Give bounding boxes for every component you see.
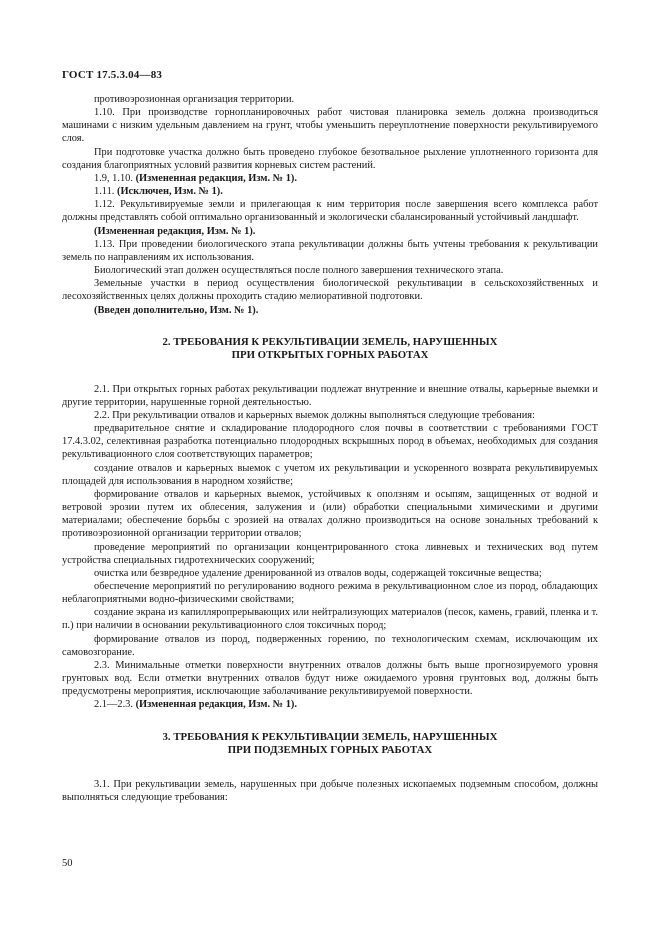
- amendment-note: (Измененная редакция, Изм. № 1).: [94, 225, 256, 237]
- section-title-line: 3. ТРЕБОВАНИЯ К РЕКУЛЬТИВАЦИИ ЗЕМЕЛЬ, НАРУШЕННЫХ: [162, 730, 498, 743]
- note-bold: (Измененная редакция, Изм. № 1).: [135, 699, 297, 711]
- page-number: 50: [62, 858, 73, 869]
- section-title-line: ПРИ ОТКРЫТЫХ ГОРНЫХ РАБОТАХ: [231, 349, 429, 362]
- paragraph: очистка или безвредное удаление дренированной из отвалов воды, содержащей токсичные вещества;: [94, 567, 542, 579]
- paragraph: 1.10. При производстве горнопланировочных работ чистовая планировка земель должна производиться машинами с низким удельным давлением на грунт, чтобы уменьшить переуплотнение поверхности рекультивируемого слоя.: [62, 107, 598, 145]
- paragraph: 3.1. При рекультивации земель, нарушенных при добыче полезных ископаемых подземным способом, должны выполняться следующие требования:: [62, 778, 598, 803]
- paragraph: формирование отвалов и карьерных выемок, устойчивых к оползням и осыпям, защищенных от водной и ветровой эрозии путем их облесения, залужения и (или) обработки специальными химическими и другими материалами; обеспечение борьбы с эрозией на отвалах должно производиться на основе зональных требований к противоэрозионной организации территории отвалов;: [62, 488, 598, 540]
- paragraph: формирование отвалов из пород, подверженных горению, по технологическим схемам, исключающим их самовозгорание.: [62, 633, 598, 658]
- paragraph: 1.12. Рекультивируемые земли и прилегающая к ним территория после завершения всего комплекса работ должны представлять собой оптимально организованный и экологически сбалансированный устойчивый ландшафт.: [62, 199, 598, 224]
- paragraph: 1.13. При проведении биологического этапа рекультивации должны быть учтены требования к рекультивации земель по направлениям их использования.: [62, 238, 598, 263]
- note-prefix: 1.9, 1.10.: [94, 172, 136, 184]
- section-3-title: [62, 731, 598, 758]
- note-prefix: 2.1—2.3.: [94, 699, 136, 711]
- paragraph: создание отвалов и карьерных выемок с учетом их рекультивации и ускоренного возврата рекультивируемых площадей для использования в народном хозяйстве;: [62, 462, 598, 487]
- paragraph: 2.1. При открытых горных работах рекультивации подлежат внутренние и внешние отвалы, карьерные выемки и другие территории, нарушенные горной деятельностью.: [62, 383, 598, 408]
- amendment-note: [62, 698, 598, 711]
- paragraph: При подготовке участка должно быть проведено глубокое безотвальное рыхление уплотненного горизонта для создания благоприятных условий развития корневых систем растений.: [62, 146, 598, 171]
- paragraph: противоэрозионная организация территории.: [94, 94, 295, 105]
- note-prefix: 1.11.: [94, 186, 117, 198]
- paragraph: 2.2. При рекультивации отвалов и карьерных выемок должны выполняться следующие требования:: [94, 409, 535, 421]
- paragraph: предварительное снятие и складирование плодородного слоя почвы в соответствии с требованиями ГОСТ 17.4.3.02, селективная разработка потенциально плодородных вскрышных пород в объемах, необходимых для создания рекультивационного слоя соответствующих параметров;: [62, 423, 598, 461]
- note-bold: (Исключен, Изм. № 1).: [117, 186, 223, 198]
- paragraph: Земельные участки в период осуществления биологической рекультивации в сельскохозяйственных и лесохозяйственных целях должны проходить стадию мелиоративной подготовки.: [62, 278, 598, 303]
- amendment-note: [62, 172, 598, 185]
- amendment-note: [62, 185, 598, 198]
- document-body: [62, 93, 598, 804]
- paragraph: создание экрана из капилляропрерывающих или нейтрализующих материалов (песок, камень, гравий, пленка и т. п.) при наличии в основании рекультивационного слоя токсичных пород;: [62, 607, 598, 632]
- paragraph: Биологический этап должен осуществляться после полного завершения технического этапа.: [94, 265, 504, 277]
- paragraph: обеспечение мероприятий по регулированию водного режима в рекультивационном слое из пород, обладающих неблагоприятными водно-физическими свойствами;: [62, 581, 598, 606]
- amendment-note: (Введен дополнительно, Изм. № 1).: [94, 304, 259, 316]
- section-title-line: 2. ТРЕБОВАНИЯ К РЕКУЛЬТИВАЦИИ ЗЕМЕЛЬ, НАРУШЕННЫХ: [162, 335, 498, 348]
- section-title-line: ПРИ ПОДЗЕМНЫХ ГОРНЫХ РАБОТАХ: [227, 744, 433, 757]
- note-bold: (Измененная редакция, Изм. № 1).: [135, 172, 297, 184]
- paragraph: проведение мероприятий по организации концентрированного стока ливневых и технических вод путем устройства специальных гидротехнических сооружений;: [62, 541, 598, 566]
- document-header: ГОСТ 17.5.3.04—83: [62, 69, 163, 81]
- section-2-title: [62, 336, 598, 363]
- paragraph: 2.3. Минимальные отметки поверхности внутренних отвалов должны быть выше прогнозируемого уровня грунтовых вод. Если отметки внутренних отвалов будут ниже ожидаемого уровня грунтовых вод, должны быть предусмотрены мероприятия, исключающие заболачивание рекультивируемой поверхности.: [62, 659, 598, 698]
